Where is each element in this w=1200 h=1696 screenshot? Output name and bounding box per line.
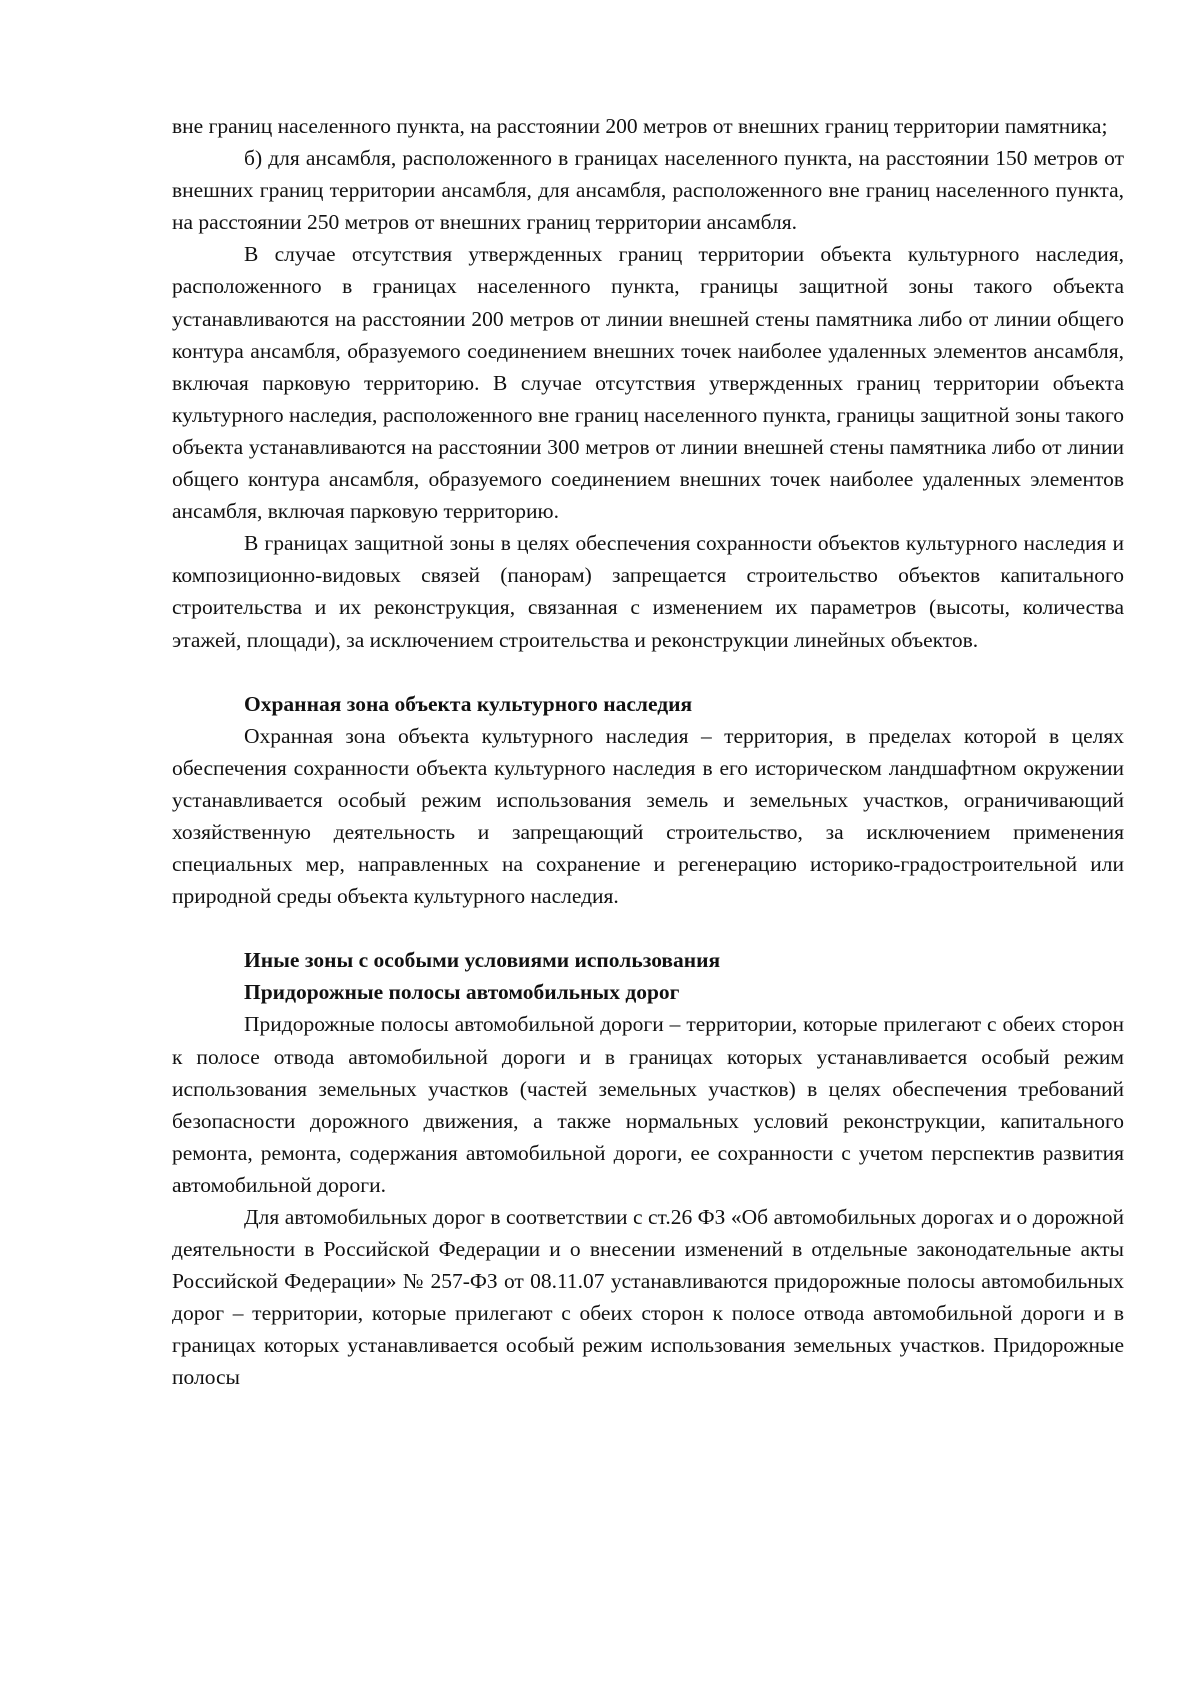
paragraph-security-zone-definition: Охранная зона объекта культурного наследия – территория, в пределах которой в целях обеспечения сохранности объекта культурного наследия в его историческом ландшафтном окружении устанавливается особый режим использования земель и земельных участков, ограничивающий хозяйственную деятельность и запрещающий строительство, за исключением применения специальных мер, направленных на сохранение и регенерацию историко-градостроительной или природной среды объекта культурного наследия. bbox=[172, 723, 1124, 909]
section-gap bbox=[172, 656, 1124, 688]
heading-roadside-strips: Придорожные полосы автомобильных дорог bbox=[244, 980, 680, 1005]
paragraph-roadside-strips-law: Для автомобильных дорог в соответствии с ст.26 ФЗ «Об автомобильных дорогах и о дорожной деятельности в Российской Федерации и о внесении изменений в отдельные законодательные акты Российской Федерации» № 257-ФЗ от 08.11.07 устанавливаются придорожные полосы автомобильных дорог – территории, которые прилегают с обеих сторон к полосе отвода автомобильной дороги и в границах которых устанавливается особый режим использования земельных участков. Придорожные полосы bbox=[172, 1205, 1124, 1390]
paragraph-protective-zone-restrictions: В границах защитной зоны в целях обеспечения сохранности объектов культурного наследия и композиционно-видовых связей (панорам) запрещается строительство объектов капитального строительства и их реконструкция, связанная с изменением их параметров (высоты, количества этажей, площади), за исключением строительства и реконструкции линейных объектов. bbox=[172, 531, 1124, 652]
heading-other-zones: Иные зоны с особыми условиями использования bbox=[244, 948, 721, 973]
paragraph-no-approved-boundaries: В случае отсутствия утвержденных границ территории объекта культурного наследия, расположенного в границах населенного пункта, границы защитной зоны такого объекта устанавливаются на расстоянии 200 метров от линии внешней стены памятника либо от линии общего контура ансамбля, образуемого соединением внешних точек наиболее удаленных элементов ансамбля, включая парковую территорию. В случае отсутствия утвержденных границ территории объекта культурного наследия, расположенного вне границ населенного пункта, границы защитной зоны такого объекта устанавливаются на расстоянии 300 метров от линии внешней стены памятника либо от линии общего контура ансамбля, образуемого соединением внешних точек наиболее удаленных элементов ансамбля, включая парковую территорию. bbox=[172, 242, 1124, 524]
section-gap bbox=[172, 912, 1124, 944]
document-page bbox=[172, 110, 1124, 1394]
paragraph-ensemble-boundary: б) для ансамбля, расположенного в границах населенного пункта, на расстоянии 150 метров от внешних границ территории ансамбля, для ансамбля, расположенного вне границ населенного пункта, на расстоянии 250 метров от внешних границ территории ансамбля. bbox=[172, 146, 1124, 235]
paragraph-memorial-boundary: вне границ населенного пункта, на расстоянии 200 метров от внешних границ территории памятника; bbox=[172, 114, 1108, 138]
heading-security-zone: Охранная зона объекта культурного наследия bbox=[244, 691, 693, 716]
paragraph-roadside-strips-definition: Придорожные полосы автомобильной дороги – территории, которые прилегают с обеих сторон к полосе отвода автомобильной дороги и в границах которых устанавливается особый режим использования земельных участков (частей земельных участков) в целях обеспечения требований безопасности дорожного движения, а также нормальных условий реконструкции, капитального ремонта, ремонта, содержания автомобильной дороги, ее сохранности с учетом перспектив развития автомобильной дороги. bbox=[172, 1012, 1124, 1197]
